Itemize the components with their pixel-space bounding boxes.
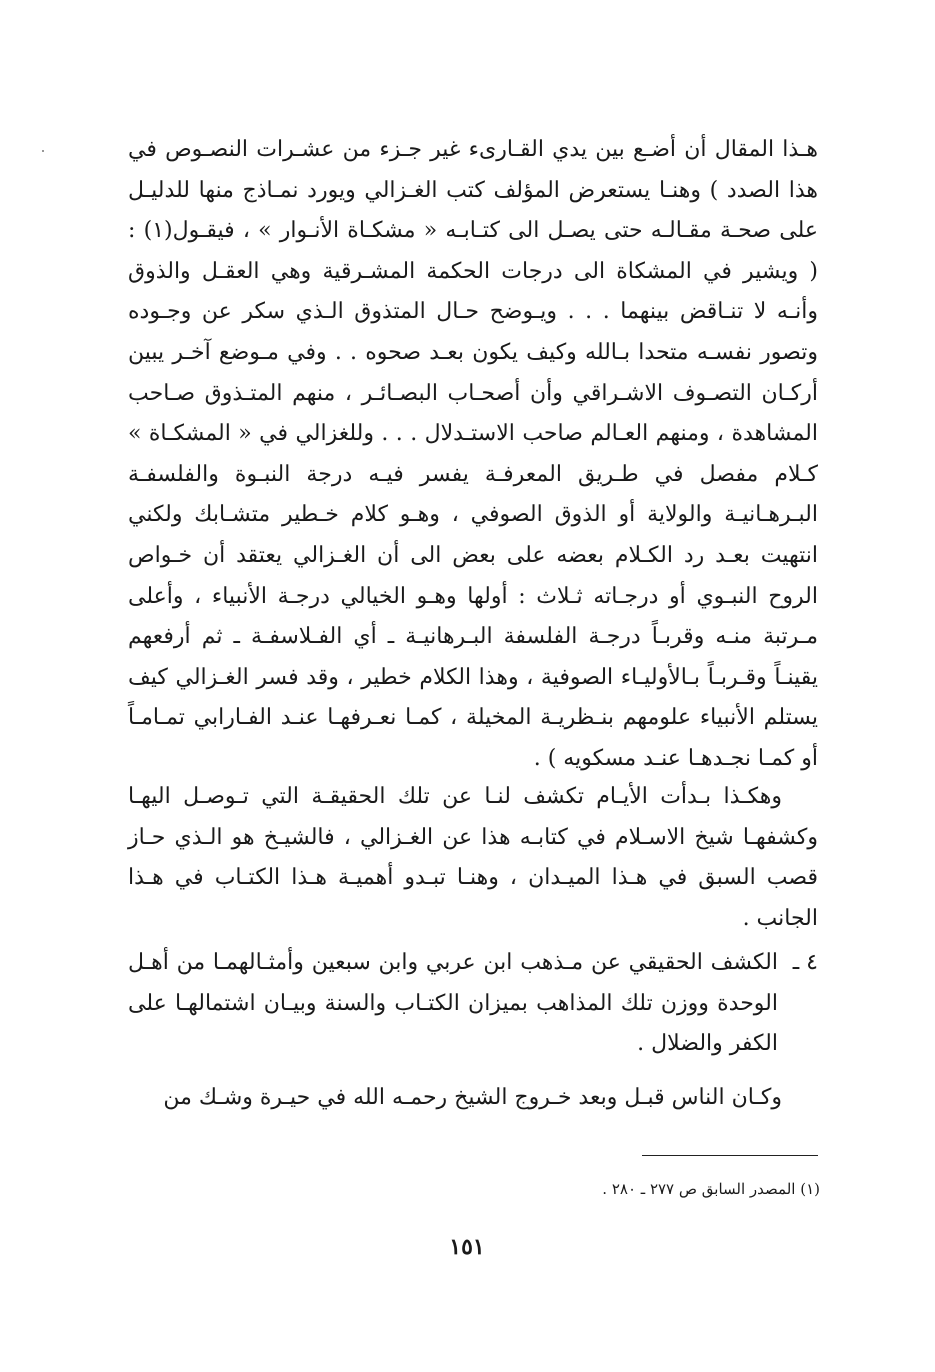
paragraph-discovery: وهكـذا بـدأت الأيـام تكشف لنـا عن تلك الحقيقـة التي تـوصـل اليهـا وكشفهـا شيخ الاسـلام في كتابـه هذا عن الغـزالي ، فالشيـخ هو الـذي حـاز قصب السبق في هـذا الميـدان ، وهنـا تبـدو أهميـة هـذا الكتـاب في هـذا الجانب . <box>128 784 818 931</box>
footnote: (١) المصدر السابق ص ٢٧٧ ـ ٢٨٠ . <box>602 1180 820 1198</box>
page-number: ١٥١ <box>449 1234 485 1260</box>
item-number: ٤ ـ <box>792 950 818 975</box>
paragraph-closing: وكـان الناس قبـل وبعد خـروج الشيخ رحمـه الله في حيـرة وشـك من <box>163 1085 782 1110</box>
item-text: الكشف الحقيقي عن مـذهب ابن عربي وابن سبعين وأمثـالهمـا من أهـل الوحدة ووزن تلك المذاهب بميزان الكتـاب والسنة وبيـان اشتمالهـا على الكفر والضلال . <box>128 950 778 1057</box>
scan-speck <box>42 150 44 152</box>
numbered-item-4 <box>128 943 818 1065</box>
paragraph-quote: هـذا المقال أن أضـع بين يدي القـارىء غير جـزء من عشـرات النصـوص في هذا الصدد ) وهنـا يستعرض المؤلف كتب الغـزالي ويورد نمـاذج منها للدليـل على صحـة مقـالـه حتى يصـل الى كتـابـه « مشكـاة الأنـوار » ، فيقـول(١) : ( ويشير في المشكاة الى درجات الحكمة المشـرقية وهي العقـل والذوق وأنـه لا تنـاقض بينهما . . . ويـوضح حـال المتذوق الـذي سكر عن وجـوده وتصور نفسـه متحدا بـالله وكيف يكون بعـد صحوه . . وفي مـوضع آخـر يبين أركـان التصـوف الاشـراقي وأن أصحـاب البصـائـر ، منهم المتـذوق صـاحب المشاهدة ، ومنهم العـالم صاحب الاستـدلال . . . وللغزالي في « المشكـاة » كـلام مفصل في طـريق المعرفـة يفسر فيـه درجة النبـوة والفلسفـة البـرهـانيـة والولاية أو الذوق الصوفي ، وهـو كلام خـطير متشـابك ولكني انتهيت بعـد رد الكـلام بعضه على بعض الى أن الغـزالي يعتقد أن خـواص الروح النبـوي أو درجـاته ثـلاث : أولها وهـو الخيالي درجـة الأنبياء ، وأعلى مـرتبة منـه وقربـاً درجـة الفلسفة البـرهانيـة ـ أي الفـلاسفـة ـ ثم أرفعهم يقينـاً وقـربـاً بـالأوليـاء الصوفية ، وهذا الكلام خطير ، وقد فسر الغـزالي كيف يستلم الأنبياء علومهم بنـظريـة المخيلة ، كمـا نعـرفهـا عنـد الفـارابي تمـامـاً أو كمـا نجـدهـا عنـد مسكويه ) . <box>128 137 819 771</box>
footnote-divider <box>642 1155 818 1156</box>
